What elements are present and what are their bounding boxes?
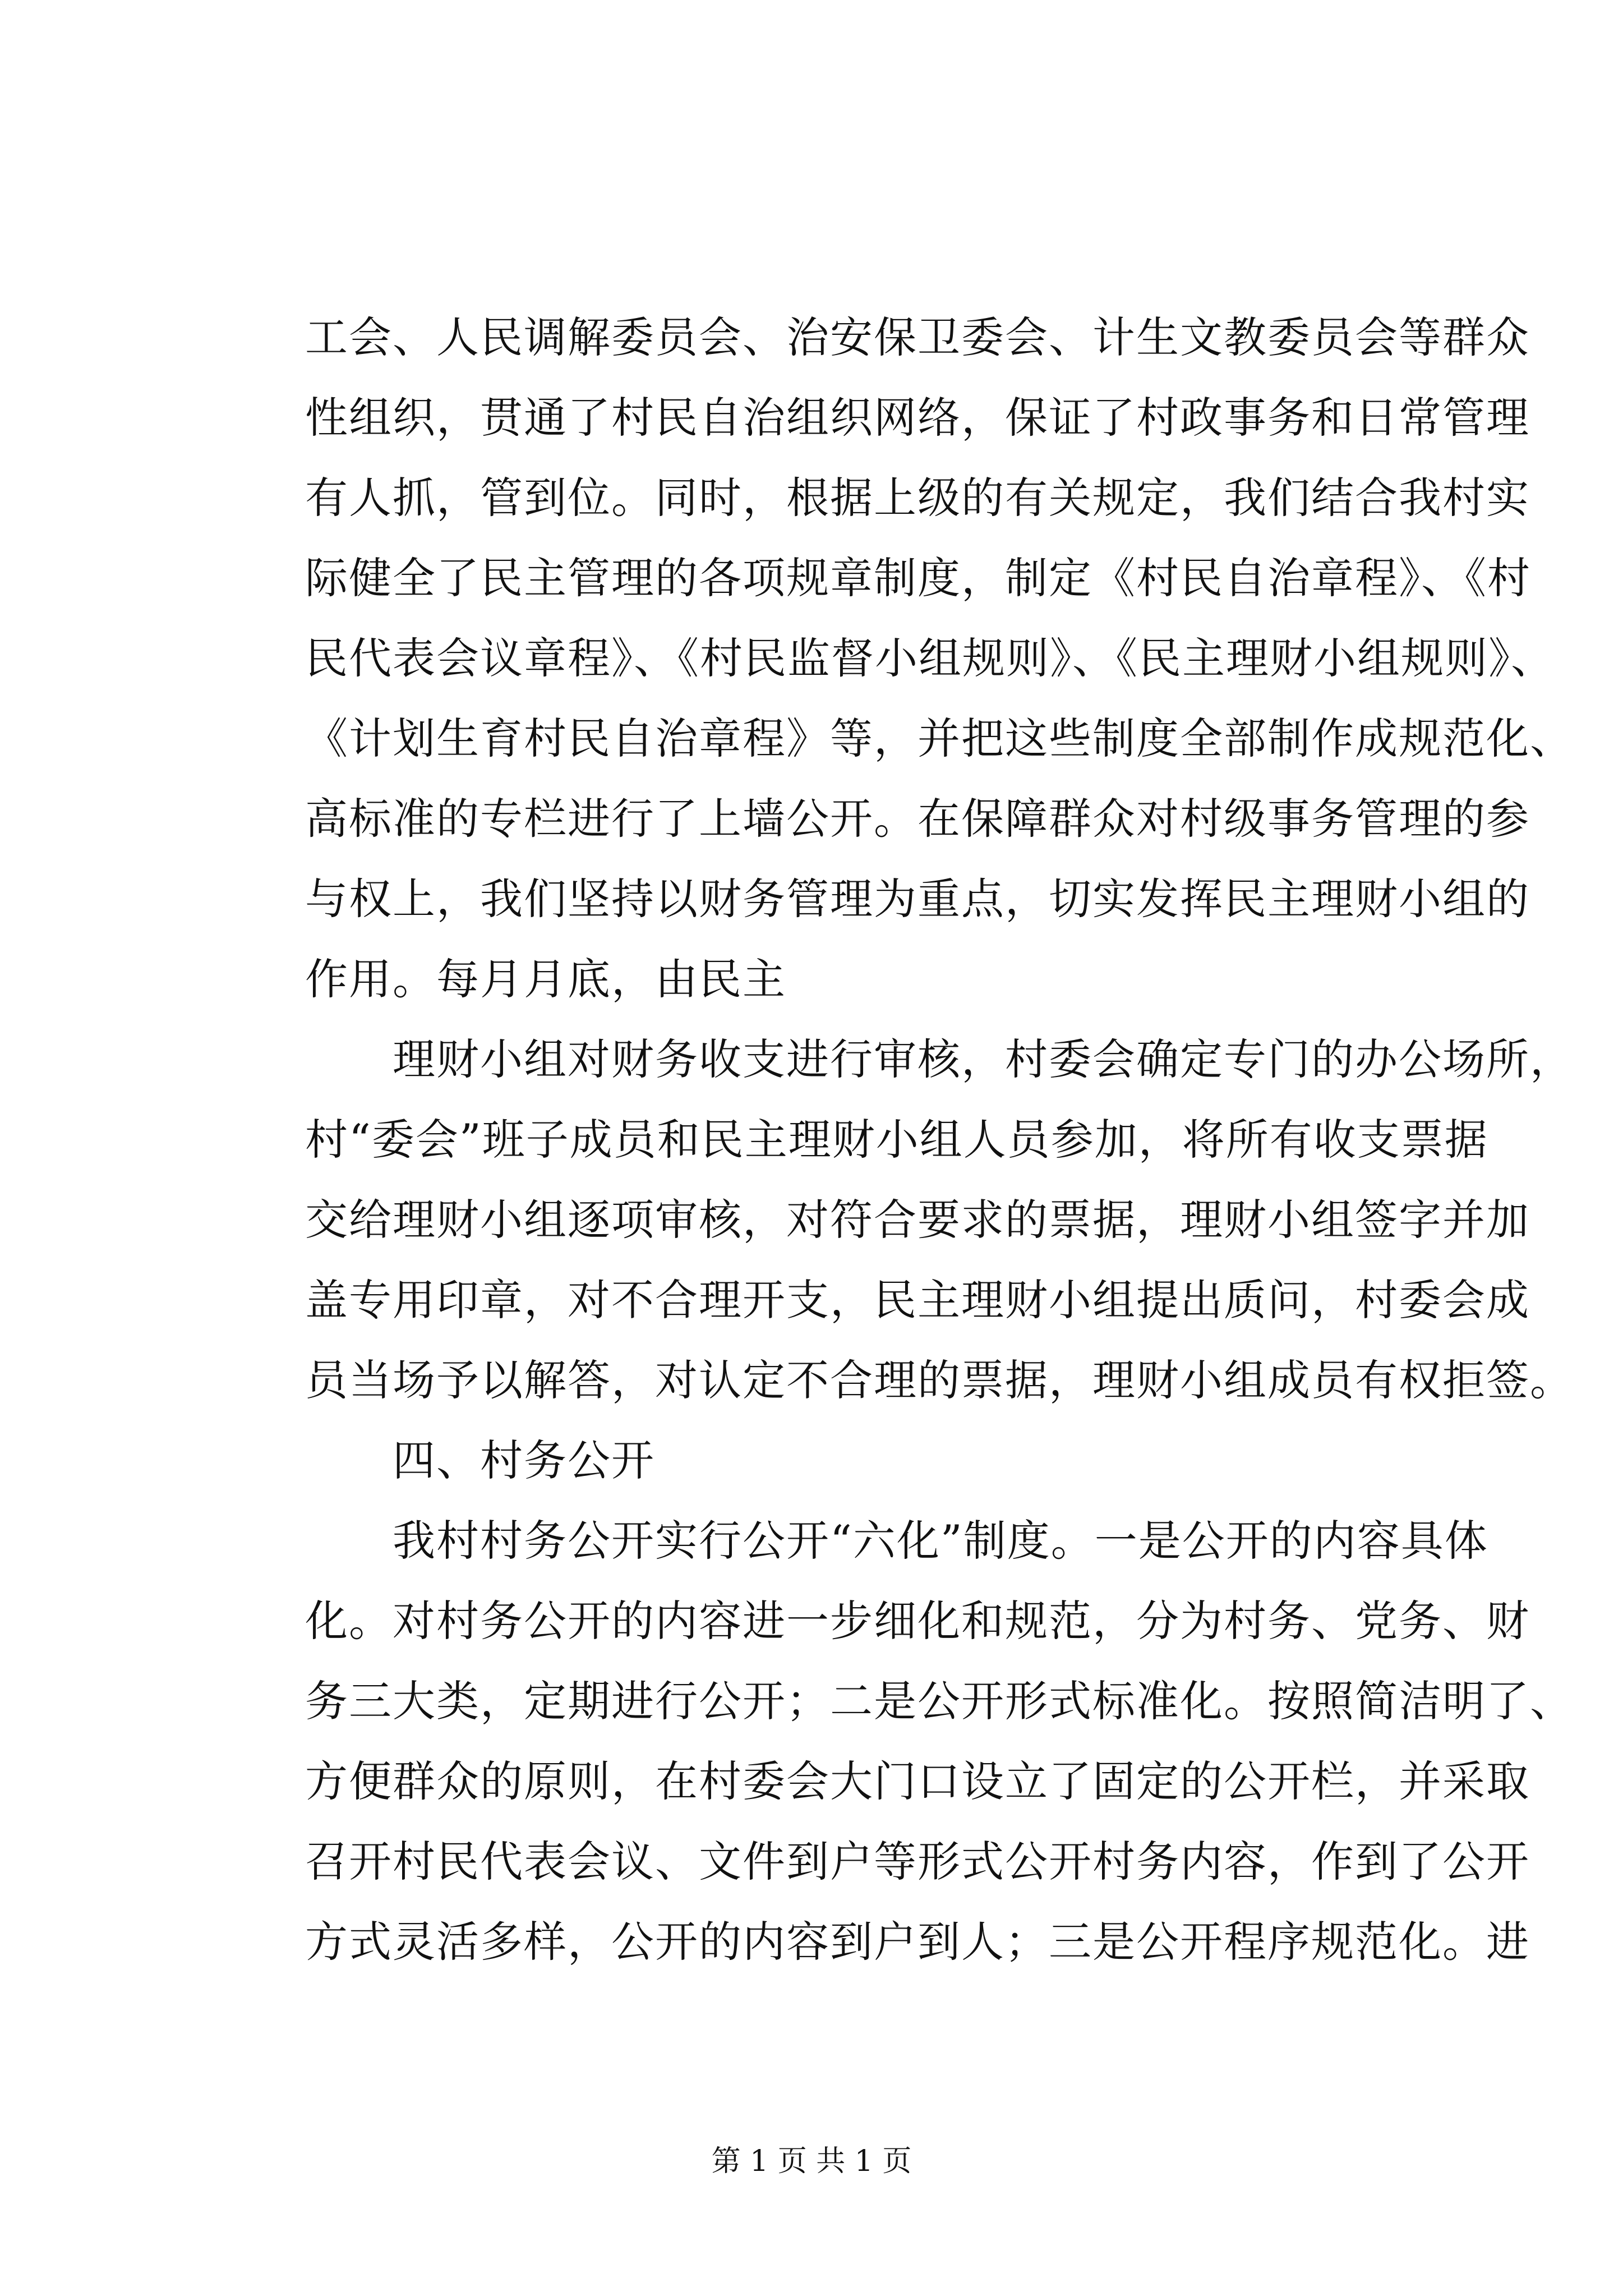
text-line-5: 民代表会议章程》、《村民监督小组规则》、《民主理财小组规则》、: [305, 633, 1555, 683]
text-line-12: 交给理财小组逐项审核，对符合要求的票据，理财小组签字并加: [305, 1195, 1530, 1245]
page-number-label: 第 1 页 共 1 页: [711, 2145, 912, 2178]
text-line-11: 村“委会”班子成员和民主理财小组人员参加，将所有收支票据: [305, 1115, 1488, 1165]
text-line-1: 工会、人民调解委员会、治安保卫委会、计生文教委员会等群众: [305, 312, 1530, 362]
text-line-21: 方式灵活多样，公开的内容到户到人；三是公开程序规范化。进: [305, 1917, 1530, 1967]
text-line-8: 与权上，我们坚持以财务管理为重点，切实发挥民主理财小组的: [305, 874, 1530, 924]
text-line-4: 际健全了民主管理的各项规章制度，制定《村民自治章程》、《村: [305, 553, 1531, 603]
text-line-2: 性组织，贯通了村民自治组织网络，保证了村政事务和日常管理: [305, 393, 1530, 443]
text-line-3: 有人抓，管到位。同时，根据上级的有关规定，我们结合我村实: [305, 473, 1530, 523]
text-line-19: 方便群众的原则，在村委会大门口设立了固定的公开栏，并采取: [305, 1756, 1530, 1806]
text-line-16: 我村村务公开实行公开“六化”制度。一是公开的内容具体: [305, 1516, 1488, 1566]
text-line-9: 作用。每月月底，由民主: [305, 954, 786, 1004]
text-line-6: 《计划生育村民自治章程》等，并把这些制度全部制作成规范化、: [305, 714, 1574, 763]
text-line-18: 务三大类，定期进行公开；二是公开形式标准化。按照简洁明了、: [305, 1676, 1574, 1726]
text-line-14: 员当场予以解答，对认定不合理的票据，理财小组成员有权拒签。: [305, 1355, 1574, 1405]
text-line-20: 召开村民代表会议、文件到户等形式公开村务内容，作到了公开: [305, 1837, 1530, 1887]
page-footer: [0, 2142, 1623, 2181]
text-line-7: 高标准的专栏进行了上墙公开。在保障群众对村级事务管理的参: [305, 794, 1530, 844]
section-heading: 四、村务公开: [305, 1435, 655, 1485]
text-line-10: 理财小组对财务收支进行审核，村委会确定专门的办公场所，: [305, 1034, 1574, 1084]
body-text: [305, 297, 1574, 1982]
text-line-13: 盖专用印章，对不合理开支，民主理财小组提出质问，村委会成: [305, 1275, 1530, 1325]
text-line-17: 化。对村务公开的内容进一步细化和规范，分为村务、党务、财: [305, 1596, 1530, 1646]
